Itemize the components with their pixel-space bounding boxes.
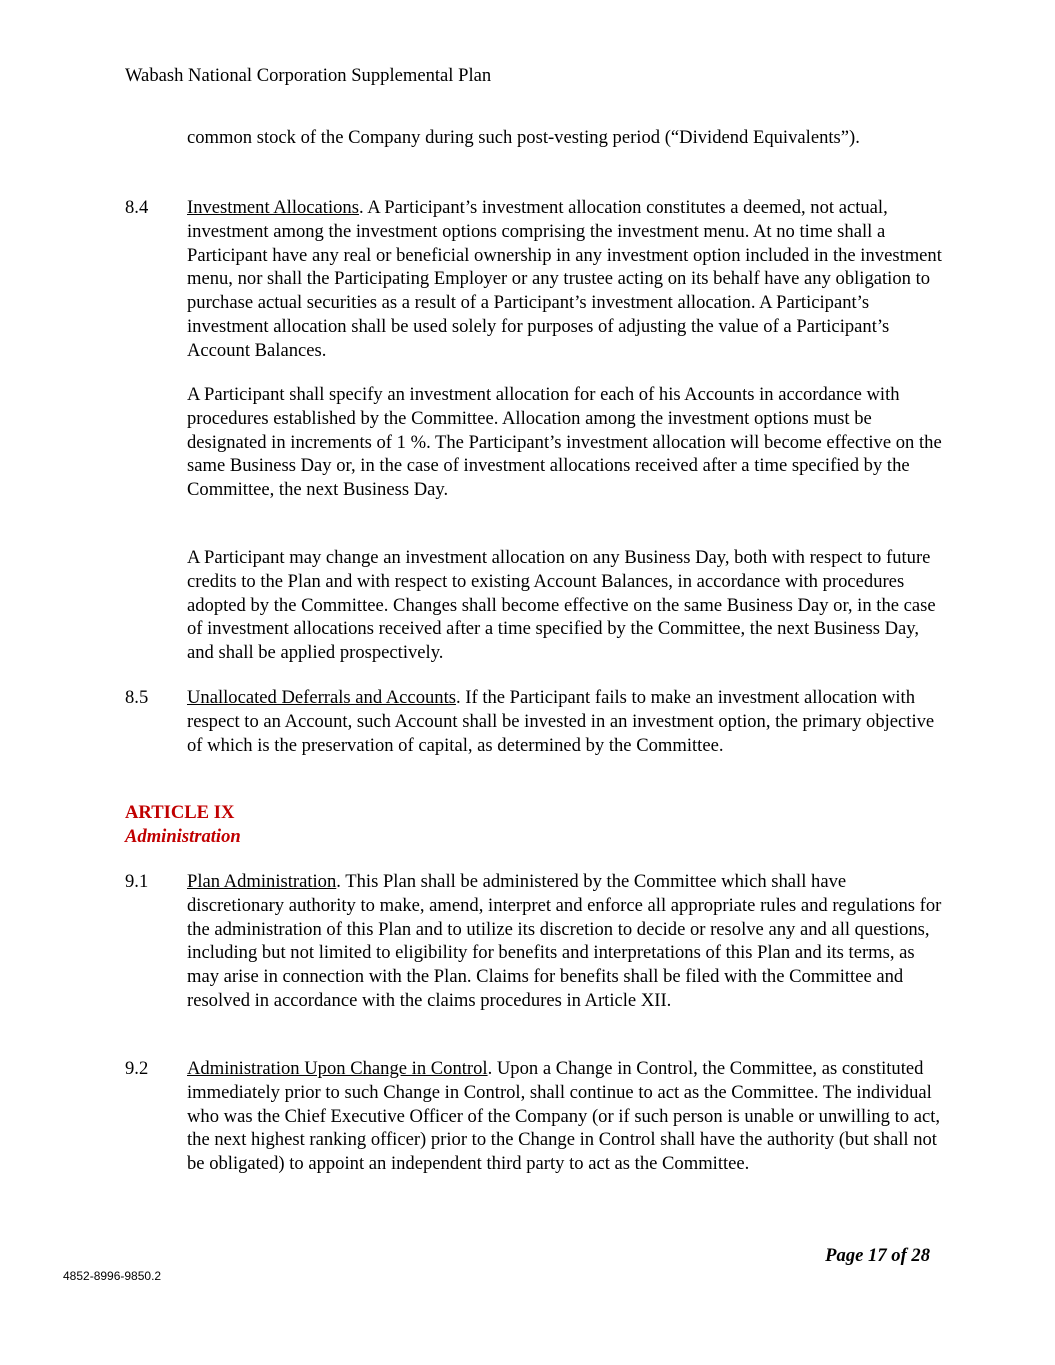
section-9-1-heading: Plan Administration [187, 871, 337, 892]
section-8-4-text: . A Participant’s investment allocation constitutes a deemed, not actual, investment among the investment options comprising the investment menu. At no time shall a Participant have any real or beneficial ownership in any investment option included in the investment menu, nor shall the Participating Employer or any trustee acting on its behalf have any obligation to purchase actual securities as a result of a Participant’s investment allocation. A Participant’s investment allocation shall be used solely for purposes of adjusting the value of a Participant’s Account Balances. [187, 197, 942, 361]
section-8-5-text: . If the Participant fails to make an investment allocation with respect to an Account, such Account shall be invested in an investment option, the primary objective of which is the preservation of capital, as determined by the Committee. [187, 687, 935, 756]
section-9-1-text: . This Plan shall be administered by the Committee which shall have discretionary authority to make, amend, interpret and enforce all appropriate rules and regulations for the administration of this Plan and to utilize its discretion to decide or resolve any and all questions, including but not limited to eligibility for benefits and interpretations of this Plan and its terms, as may arise in connection with the Plan. Claims for benefits shall be filed with the Committee and resolved in accordance with the claims procedures in Article XII. [187, 871, 942, 1011]
section-number-9-2: 9.2 [125, 1058, 149, 1079]
document-id: 4852-8996-9850.2 [63, 1269, 162, 1283]
article-subtitle: Administration [125, 826, 241, 847]
section-number-8-4: 8.4 [125, 197, 149, 218]
continuation-paragraph: common stock of the Company during such post-vesting period (“Dividend Equivalents”). [187, 127, 860, 148]
section-number-9-1: 9.1 [125, 871, 149, 892]
page-header: Wabash National Corporation Supplemental Plan [125, 65, 492, 86]
section-8-4-heading: Investment Allocations [187, 197, 359, 218]
section-9-1-paragraph [187, 870, 947, 1013]
section-9-2-text: . Upon a Change in Control, the Committee, as constituted immediately prior to such Change in Control, shall continue to act as the Committee. The individual who was the Chief Executive Officer of the Company (or if such person is unable or unwilling to act, the next highest ranking officer) prior to the Change in Control shall have the authority (but shall not be obligated) to appoint an independent third party to act as the Committee. [187, 1058, 941, 1175]
page-number: Page 17 of 28 [825, 1245, 930, 1266]
section-9-2-paragraph [187, 1057, 947, 1176]
section-8-4-paragraph-2: A Participant shall specify an investment allocation for each of his Accounts in accordance with procedures established by the Committee. Allocation among the investment options must be designated in increments of 1 %. The Participant’s investment allocation will become effective on the same Business Day or, in the case of investment allocations received after a time specified by the Committee, the next Business Day. [187, 384, 942, 501]
section-8-4-paragraph-3: A Participant may change an investment allocation on any Business Day, both with respect to future credits to the Plan and with respect to existing Account Balances, in accordance with procedures adopted by the Committee. Changes shall become effective on the same Business Day or, in the case of investment allocations received after a time specified by the Committee, the next Business Day, and shall be applied prospectively. [187, 547, 936, 664]
section-9-2-heading: Administration Upon Change in Control [187, 1058, 488, 1079]
article-title: ARTICLE IX [125, 802, 235, 823]
section-number-8-5: 8.5 [125, 687, 149, 708]
section-8-5-paragraph [187, 686, 947, 757]
section-8-5-heading: Unallocated Deferrals and Accounts [187, 687, 456, 708]
section-8-4-paragraph-1 [187, 196, 947, 363]
